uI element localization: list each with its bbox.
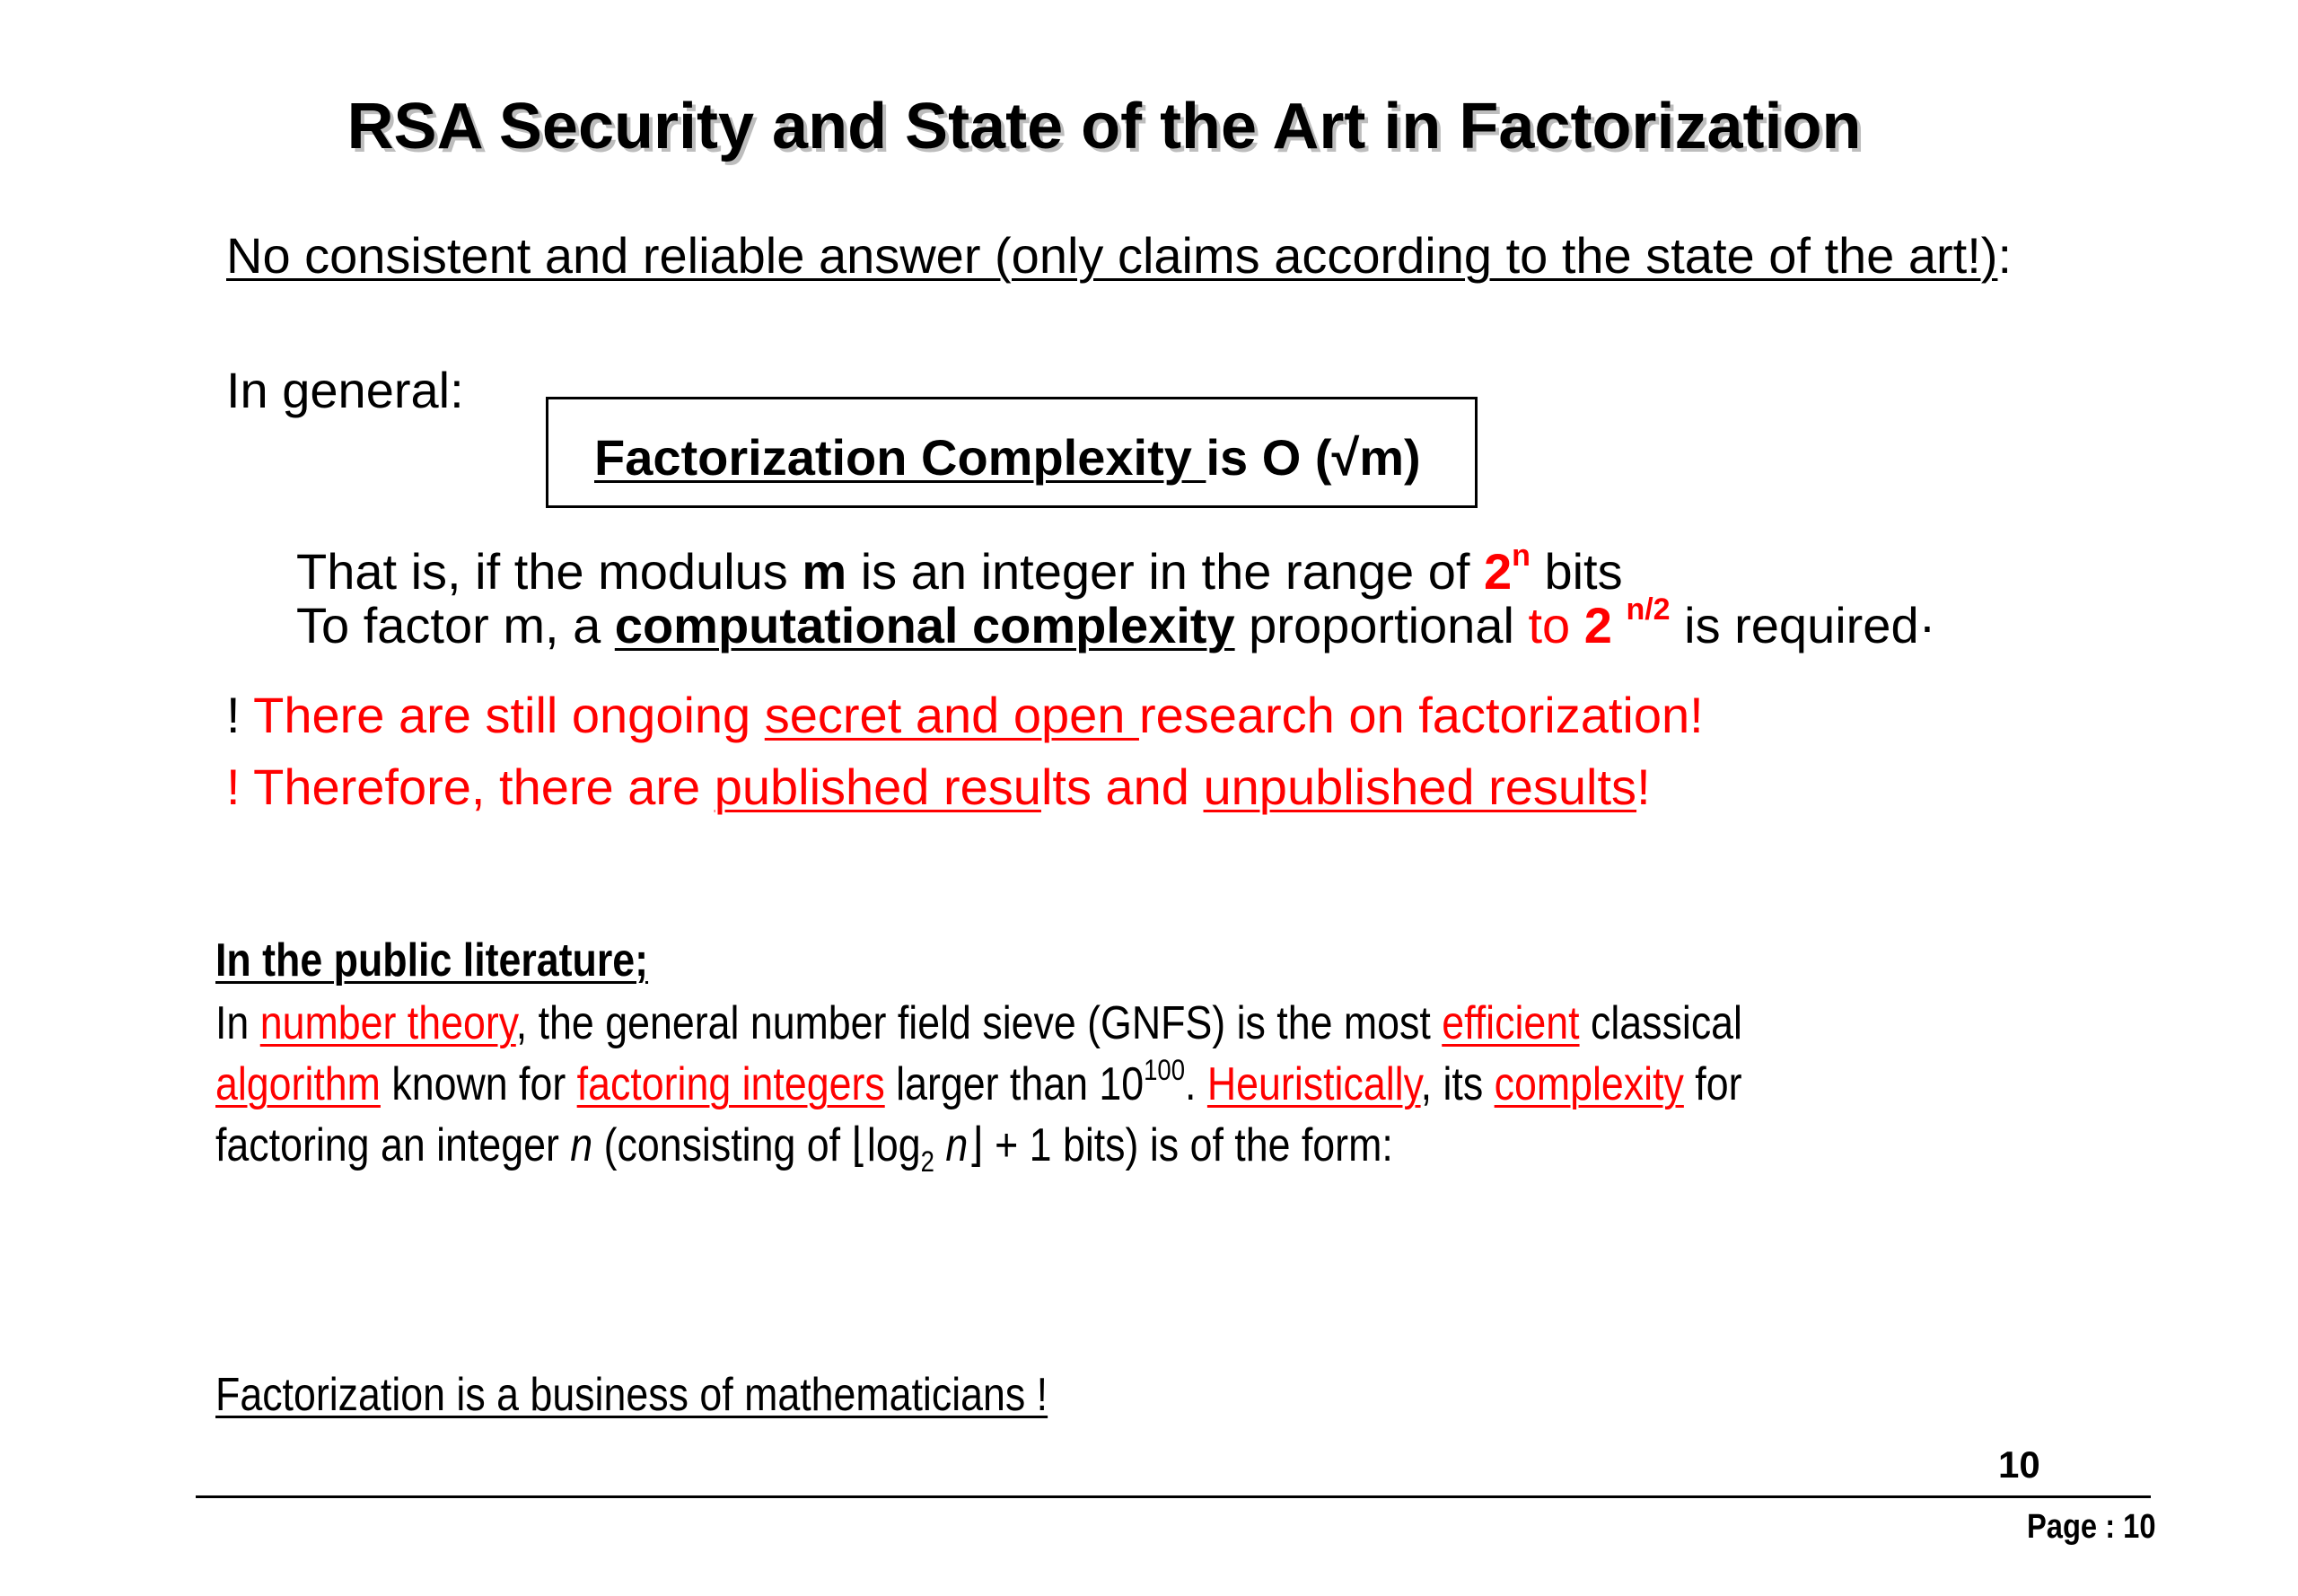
factor-prefix: To factor m, a: [296, 597, 615, 653]
ongoing-underlined: secret and open: [764, 687, 1139, 743]
literature-line-2: algorithm known for factoring integers larger than $10^{100}$. Heuristically, its complexity for: [215, 1054, 1742, 1110]
therefore-end: !: [1636, 759, 1651, 815]
modulus-middle: is an integer in the range of: [846, 543, 1484, 600]
subtitle-underlined: No consistent and reliable answer (only claims according to the state of the art!): [226, 227, 1998, 284]
page-title: RSA Security and State of the Art in Factorization: [346, 91, 1862, 162]
factoring-integers-link[interactable]: factoring integers: [576, 1058, 885, 1110]
literature-line-1: In number theory, the general number field sieve (GNFS) is the most efficient classical: [215, 997, 1742, 1049]
factor-to: to: [1528, 597, 1584, 653]
complexity-link[interactable]: complexity: [1494, 1058, 1684, 1110]
number-theory-link[interactable]: number theory: [259, 997, 516, 1049]
modulus-line: [296, 539, 1623, 601]
subtitle: [226, 226, 2012, 285]
closing-remark: Factorization is a business of mathematicians !: [215, 1369, 1048, 1421]
factor-exp: n/2: [1626, 592, 1671, 627]
factor-base: 2: [1583, 597, 1612, 653]
therefore-mid: lts and: [1040, 759, 1204, 815]
ongoing-part2: research on factorization!: [1138, 687, 1704, 743]
unpublished-results-link: unpublished results: [1203, 759, 1637, 815]
ongoing-part1: There are still ongoing: [253, 687, 765, 743]
page-footer: Page : 10: [2027, 1508, 2156, 1546]
modulus-var: m: [802, 543, 847, 600]
heuristically-link[interactable]: Heuristically: [1206, 1058, 1421, 1110]
factor-emph: computational complexity: [614, 597, 1235, 653]
complexity-box-text: [594, 428, 1421, 487]
therefore-part1: ! Therefore, there are: [226, 759, 715, 815]
published-results-link: published resu: [714, 759, 1041, 815]
ongoing-bang: !: [226, 687, 254, 743]
algorithm-link[interactable]: algorithm: [215, 1058, 381, 1110]
slide-number: 10: [1998, 1443, 2040, 1486]
literature-heading: In the public literature;: [215, 934, 649, 987]
modulus-prefix: That is, if the modulus: [296, 543, 803, 600]
modulus-exp: n: [1512, 539, 1531, 573]
factor-line: [296, 592, 1936, 654]
in-general-label: In general:: [226, 362, 464, 418]
complexity-box-rest: is O (√m): [1206, 429, 1421, 486]
modulus-base: 2: [1483, 543, 1513, 600]
modulus-suffix: bits: [1530, 543, 1623, 600]
literature-line-3: factoring an integer n (consisting of $⌊\log_2$ n⌋ + 1 bits) is of the form:: [215, 1118, 1393, 1178]
subtitle-tail: :: [1997, 227, 2012, 284]
factor-middle: proportional: [1234, 597, 1529, 653]
footer-divider: [196, 1495, 2151, 1498]
published-results-note: [226, 758, 1651, 816]
factor-suffix: is required·: [1670, 597, 1936, 653]
efficient-link[interactable]: efficient: [1442, 997, 1580, 1049]
ongoing-research-note: [226, 686, 1704, 744]
complexity-box-underlined: Factorization Complexity: [594, 429, 1206, 486]
